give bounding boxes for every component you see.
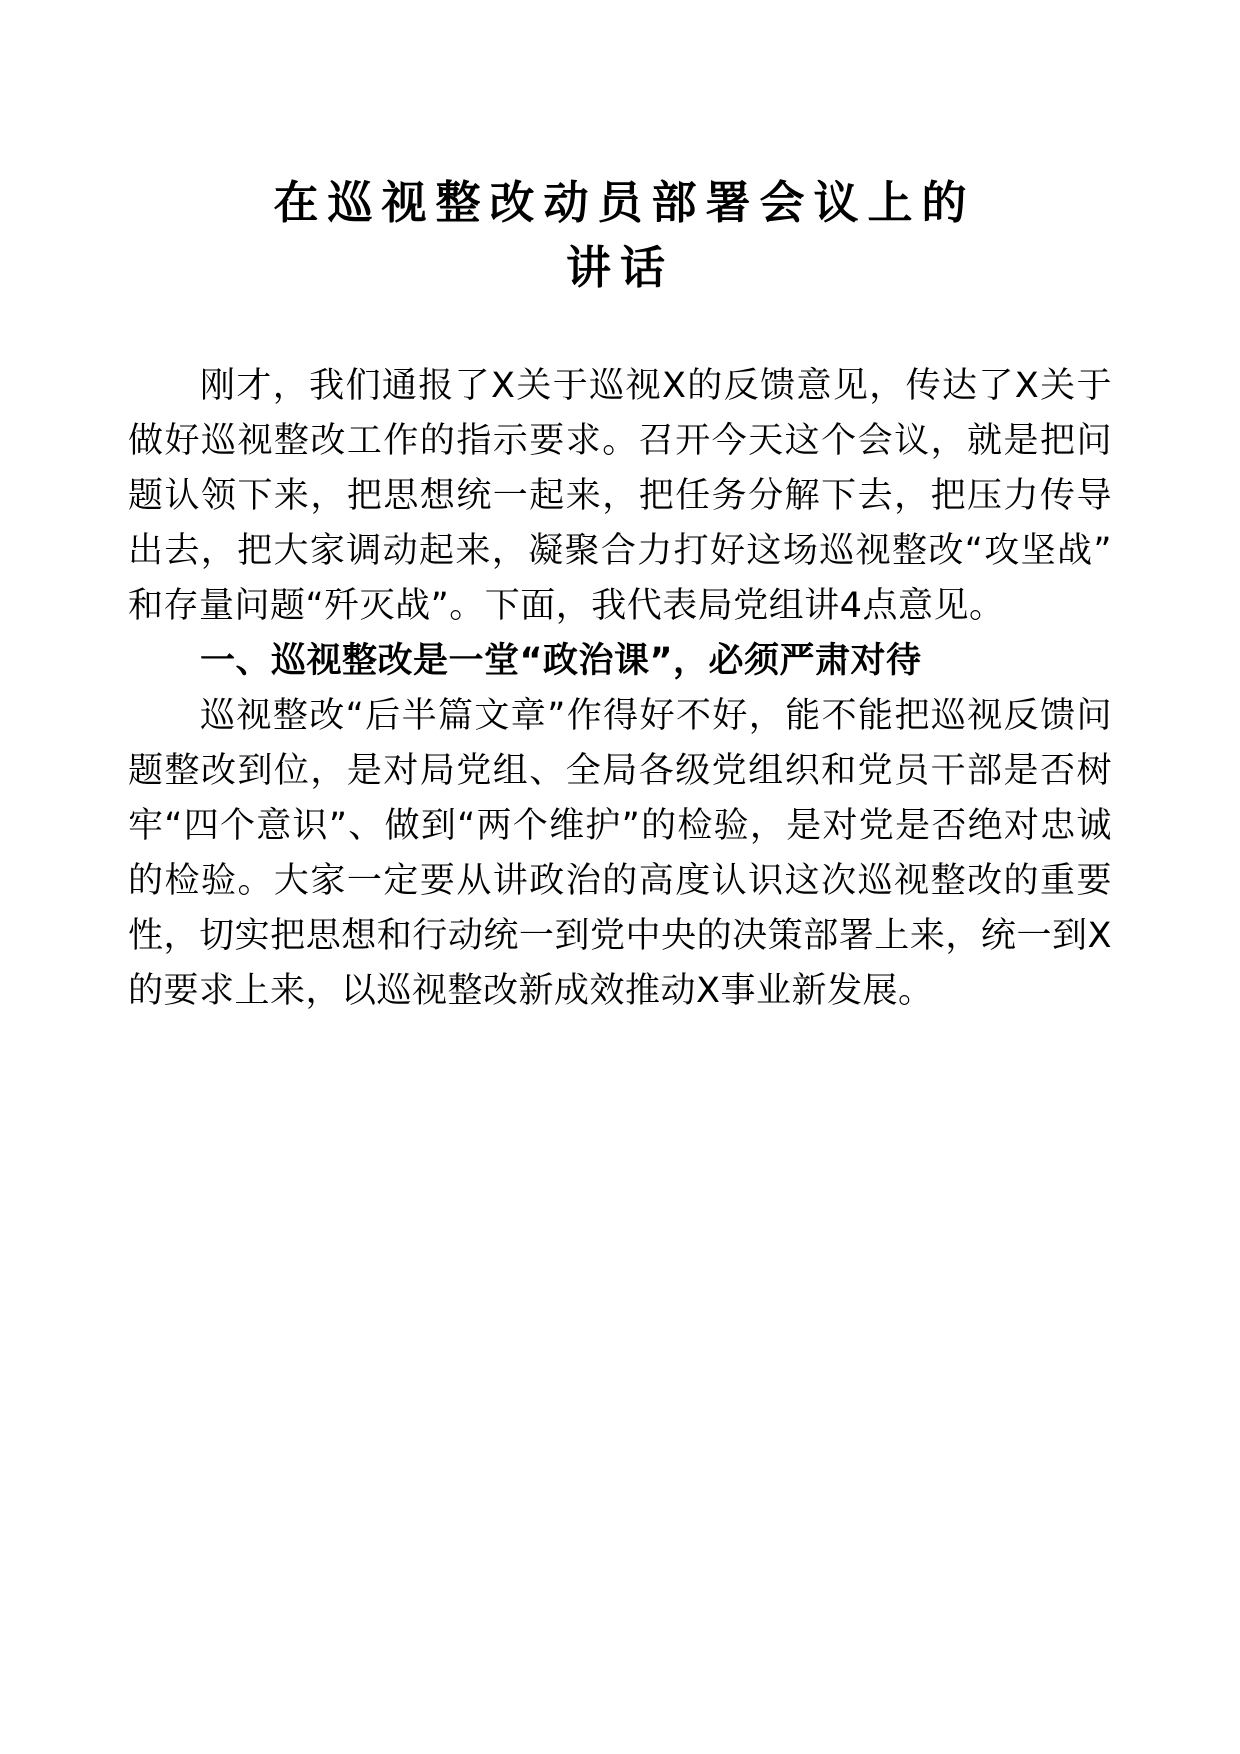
page-title-line-2: 讲话 xyxy=(565,241,674,295)
paragraph-section-one-body: 巡视整改“后半篇文章”作得好不好，能不能把巡视反馈问题整改到位，是对局党组、全局各级党组织和党员干部是否树牢“四个意识”、做到“两个维护”的检验，是对党是否绝对忠诚的检验。大家一定要从讲政治的高度认识这次巡视整改的重要性，切实把思想和行动统一到党中央的决策部署上来，统一到X的要求上来，以巡视整改新成效推动X事业新发展。 xyxy=(128,695,1112,1011)
title-spacer xyxy=(128,301,1112,359)
page-title xyxy=(128,170,1112,301)
section-heading-one: 一、巡视整改是一堂“政治课”，必须严肃对待 xyxy=(200,640,922,681)
page-title-line-1: 在巡视整改动员部署会议上的 xyxy=(273,176,976,229)
paragraph-opening: 刚才，我们通报了X关于巡视X的反馈意见，传达了X关于做好巡视整改工作的指示要求。召开今天这个会议，就是把问题认领下来，把思想统一起来，把任务分解下去，把压力传导出去，把大家调动起来，凝聚合力打好这场巡视整改“攻坚战”和存量问题“歼灭战”。下面，我代表局党组讲4点意见。 xyxy=(128,365,1112,626)
